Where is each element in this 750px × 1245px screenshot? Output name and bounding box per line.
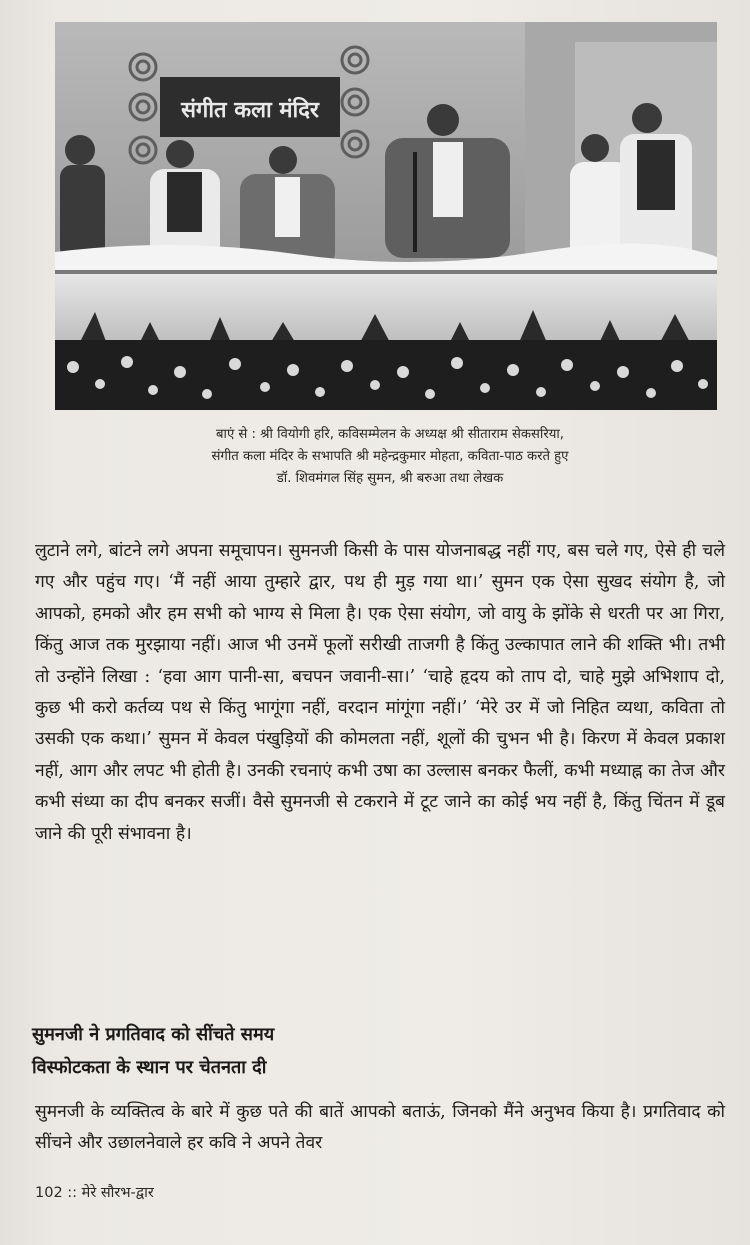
body-text-continued: [35, 1097, 725, 1159]
page-footer: 102 :: मेरे सौरभ-द्वार: [35, 1185, 154, 1201]
caption-line: बाएं से : श्री वियोगी हरि, कविसम्मेलन के अध्यक्ष श्री सीताराम सेकसरिया,: [216, 427, 564, 442]
caption-line: संगीत कला मंदिर के सभापति श्री महेन्द्रकुमार मोहता, कविता-पाठ करते हुए: [211, 449, 569, 464]
body-text: [35, 536, 725, 850]
section-heading: [32, 1018, 632, 1084]
paragraph: लुटाने लगे, बांटने लगे अपना समूचापन। सुमनजी किसी के पास योजनाबद्ध नहीं गए, बस चले गए, ऐसे ही चले गए और पहुंच गए। ‘मैं नहीं आया तुम्हारे द्वार, पथ ही मुड़ गया था।’ सुमन एक ऐसा सुखद संयोग है, जो आपको, हमको और हम सभी को भाग्य से मिला है। एक ऐसा संयोग, जो वायु के झोंके से धरती पर आ गिरा, किंतु आज तक मुरझाया नहीं। आज भी उनमें फूलों सरीखी ताजगी है किंतु उल्कापात लाने की शक्ति भी। तभी तो उन्होंने लिखा : ‘हवा आग पानी-सा, बचपन जवानी-सा।’ ‘चाहे हृदय को ताप दो, चाहे मुझे अभिशाप दो, कुछ भी करो कर्तव्य पथ से किंतु भागूंगा नहीं, वरदान मांगूंगा नहीं।’ ‘मेरे उर में जो निहित व्यथा, कविता तो उसकी एक कथा।’ सुमन में केवल पंखुड़ियों की कोमलता नहीं, शूलों की चुभन भी है। किरण में केवल प्रकाश नहीं, आग और लपट भी होती है। उनकी रचनाएं कभी उषा का उल्लास बनकर फैलीं, कभी मध्याह्न का तेज और कभी संध्या का दीप बनकर सजीं। वैसे सुमनजी से टकराने में टूट जाने का कोई भय नहीं है, किंतु चिंतन में डूब जाने की पूरी संभावना है।: [35, 541, 725, 844]
photo-caption: [60, 424, 720, 490]
heading-line: सुमनजी ने प्रगतिवाद को सींचते समय: [32, 1024, 275, 1045]
paragraph: सुमनजी के व्यक्तित्व के बारे में कुछ पते की बातें आपको बताऊं, जिनको मैंने अनुभव किया है। प्रगतिवाद को सींचने और उछालनेवाले हर कवि ने अपने तेवर: [35, 1102, 725, 1153]
caption-line: डॉ. शिवमंगल सिंह सुमन, श्री बरुआ तथा लेखक: [276, 471, 504, 486]
stage-photo-illustration: [55, 22, 717, 410]
banner-text: संगीत कला मंदिर: [181, 98, 319, 123]
heading-line: विस्फोटकता के स्थान पर चेतनता दी: [32, 1057, 267, 1078]
event-photograph: [55, 22, 717, 410]
